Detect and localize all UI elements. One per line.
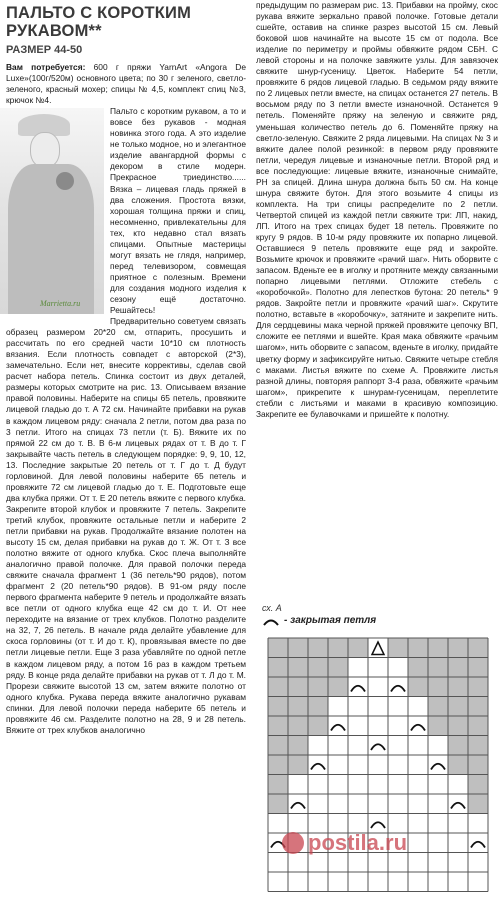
materials-paragraph — [6, 62, 246, 106]
closed-loop-symbol — [471, 842, 485, 848]
shaded-cell — [329, 678, 348, 697]
coat-shape — [8, 164, 94, 314]
shaded-cell — [469, 678, 488, 697]
shaded-cell — [409, 639, 428, 658]
shaded-cell — [449, 717, 468, 736]
shaded-cell — [269, 756, 288, 775]
shaded-cell — [409, 678, 428, 697]
shaded-cell — [449, 697, 468, 716]
closed-loop-symbol — [331, 725, 345, 731]
shaded-cell — [289, 658, 308, 677]
article-title — [6, 4, 246, 40]
shaded-cell — [309, 697, 328, 716]
shaded-cell — [289, 717, 308, 736]
shaded-cell — [429, 717, 448, 736]
shaded-cell — [269, 678, 288, 697]
shaded-cell — [309, 717, 328, 736]
shaded-cell — [469, 775, 488, 794]
chart-title: сх. А — [262, 603, 282, 613]
shaded-cell — [269, 717, 288, 736]
model-photo — [0, 108, 104, 314]
shaded-cell — [469, 697, 488, 716]
shaded-cell — [289, 697, 308, 716]
shaded-cell — [469, 756, 488, 775]
shaded-cell — [289, 736, 308, 755]
shaded-cell — [349, 639, 368, 658]
face-shape — [30, 132, 60, 168]
materials-text: 600 г пряжи YarnArt «Angora De Luxe»(100г/520м) основного цвета; по 30 г зеленого, светло-зеленого, красный мохер; спицы № 4,5, комплект спиц №3, крючок №4. — [6, 62, 246, 106]
photo-watermark: Marrietta.ru — [40, 299, 81, 309]
closed-loop-symbol — [351, 686, 365, 692]
shaded-cell — [449, 658, 468, 677]
site-watermark-text: postila.ru — [308, 830, 408, 855]
shaded-cell — [289, 678, 308, 697]
shaded-cell — [309, 678, 328, 697]
shaded-cell — [469, 736, 488, 755]
shaded-cell — [269, 697, 288, 716]
shaded-cell — [469, 717, 488, 736]
legend-text: - закрытая петля — [284, 615, 377, 626]
shaded-cell — [469, 658, 488, 677]
materials-label: Вам потребуется: — [6, 62, 86, 72]
closed-loop-icon — [262, 616, 280, 626]
shaded-cell — [429, 639, 448, 658]
title-line-1: ПАЛЬТО С КОРОТКИМ — [6, 4, 192, 22]
shaded-cell — [429, 697, 448, 716]
shaded-cell — [269, 658, 288, 677]
shaded-cell — [269, 795, 288, 814]
shaded-cell — [409, 658, 428, 677]
shaded-cell — [429, 658, 448, 677]
shaded-cell — [389, 639, 408, 658]
shaded-cell — [289, 756, 308, 775]
chart-legend — [262, 615, 498, 626]
shaded-cell — [309, 658, 328, 677]
site-logo-icon — [282, 832, 304, 854]
shaded-cell — [449, 639, 468, 658]
site-watermark — [282, 830, 407, 856]
shaded-cell — [269, 639, 288, 658]
shaded-cell — [269, 736, 288, 755]
instructions-right: предыдущим по размерам рис. 13. Прибавки на пройму, скос рукава вяжите зеркально правой полочке. Готовые детали сшейте, оставив на спинке разрез высотой 15 см. Левый боковой шов начинайте на высоте 15 см от подола. Все изделие по периметру и проймы обвяжите рядом СБН. С левой стороны и на полочке завяжите узлы. Для завязочек свяжите шнур-гусеницу. Цветок. Наберите 54 петли, провяжите 6 рядов лицевой гладью. В седьмом ряду вяжите по 2 лицевых петли вместе, на спицах останется 27 петель. В восьмом ряду по 3 петли вместе изнаночной. Останется 9 петель. Поменяйте пряжу на зеленую и свяжите ряд, уменьшая количество петель до 6. Поменяйте пряжу на светло-зеленую. Свяжите 2 ряда лицевыми. На спицах № 3 и вяжите далее полой резинкой: в первом ряду провяжите петли, чередуя лицевые и изнаночные петли. Второй ряд и все последующие: лицевые вяжите, изнаночные снимайте, РН за спицей. Длина шнура должна быть 50 см. На конце шнура свяжите бутон. Для этого возьмите 4 спицы из комплекта. На три спицы распределите по 2 петли. Четвертой спицей из каждой петли свяжите три: ЛП, накид, ЛП. Итого на трех спицах будет 18 петель. Провяжите по кругу 9 рядов. В 10-м ряду провяжите их попарно лицевой. Оставшиеся 9 петель провяжите еще ряд и закройте. Возьмите крючок и провяжите «рачий шаг». Нить оборвите с запасом. Вденьте ее в иголку и протяните между связанными попарно лицевыми петлями. Отложите стебель с «коробочкой». Полотно для лепестков бутона: 20 петель* 9 рядов. Закройте петли и провяжите «рачий шаг». Скрутите полотно, вставьте в «коробочку», затяните и закрепите нить. Для сердцевины мака черной пряжей провяжите цепочку ВП, сложите ее петлями и вшейте. Края мака обвяжите «рачьим шагом», нить оборвите с запасом, вденьте в иголку, придайте цветку форму и зафиксируйте нитью. Свяжите четыре стебля с маками. Листья вяжите по схеме А. Провяжите листья разной длины, повторяя раппорт 3-4 раза, обвяжите «рачьим шагом», прикрепите к шнурам-гусеницам, переплетите стебли с листьями и маками в красивую композицию. Закрепите ее булавочками и пришейте к полотну. — [256, 0, 498, 419]
shaded-cell — [269, 775, 288, 794]
closed-loop-symbol — [391, 686, 405, 692]
closed-loop-symbol — [431, 764, 445, 770]
shaded-cell — [329, 639, 348, 658]
triangle-symbol — [372, 642, 384, 655]
shaded-cell — [329, 658, 348, 677]
size-label: РАЗМЕР 44-50 — [6, 44, 83, 56]
shaded-cell — [309, 639, 328, 658]
intro-paragraph: Пальто с коротким рукавом, а то и вовсе без рукавов - модная новинка этого года. А это изделие не только модное, но и элегантное изделие авангардной формы с декором в стиле модерн. Прекрасное триединство...... Вязка – лицевая гладь пряжей в два сложения. Простота вязки, хорошая толщина пряжи и спиц, несомненно, привлекательны для тех, кто недавно стал вязать спицами. Опытные мастерицы могут вязать не глядя, например, перед телевизором, совмещая приятное с полезным. Времени для создания модного изделия к сезону ещё достаточно. Решайтесь! — [110, 106, 246, 316]
closed-loop-symbol — [371, 822, 385, 828]
left-column — [6, 4, 246, 736]
closed-loop-symbol — [371, 744, 385, 750]
closed-loop-symbol — [451, 803, 465, 809]
shaded-cell — [469, 795, 488, 814]
shaded-cell — [449, 678, 468, 697]
shaded-cell — [469, 639, 488, 658]
closed-loop-symbol — [291, 803, 305, 809]
shaded-cell — [429, 678, 448, 697]
closed-loop-symbol — [411, 725, 425, 731]
shaded-cell — [449, 756, 468, 775]
shaded-cell — [289, 639, 308, 658]
instructions-left: Предварительно советуем связать образец размером 20*20 см, отпарить, просушить и рассчитать по его средней части 10*10 см плотность вязания. Если плотность совпадет с авторской (2*3), замечательно. Если нет, внесите коррективы, сделав свой расчет набора петель. Спинка состоит из двух деталей, размеры которых смотрите на рис. 13. Описываем вязание правой половины. Наберите на спицы 65 петель, провяжите лицевой гладью до т. А 72 см. Начинайте прибавки на рукав в каждом лицевом ряду: сначала 2 петли, потом два раза по 3 петли. Итого на спицах 73 петли (т. Б). Вяжите их по прямой 22 см до т. В. В 6-м лицевых рядах от т. В до т. Г закрывайте часть петель в следующем порядке: 9, 9, 10, 12, 13. Последние закрытые 20 петель от т. Г до т. Д будут горловиной. Для левой половины наберите 65 петель и провяжите 72 см лицевой гладью до т. Е. Подготовьте еще два клубка пряжи. От т. Е 20 петель вяжите с первого клубка. Закрепите второй клубок и провяжите 7 петель. Закрепите третий клубок, провяжите остальные петли и наберите 2 петли прибавки на рукав. Продолжайте вязание полотен на высоту 15 см, делая прибавки на рукав до т. Ж. От т. З все полотно вяжите от одного клубка. Скос плеча выполняйте аналогично правой полочке. Для правой полочки переда свяжите сначала фрагмент 1 (36 петель*90 рядов), потом фрагмент 2 (20 петель*90 рядов). В 91-ом ряду после первого фрагмента наберите 9 петель и продолжайте вязать все петли от одного клубка еще 42 см до т. И. От нее переходите на вязание от трех клубков. Полотно разделите на 32, 7, 26 петель. В начале ряда делайте убавление для скоса горловины (от т. И до т. К), провязывая вместе по две петли лицевые петли. Еще 3 раза убавляйте по одной петле в каждом лицевом ряду, а потом 16 раз в каждом третьем ряду. В конце ряда делайте прибавки на рукав от т. Л до т. М. Прорези свяжите высотой 13 см, затем вяжите полотно от одного клубка. Рукава переда вяжите аналогично рукавам спинки. Для левой полочки переда наберите 65 петель и провяжите 46 см. Разделите полотно на 28, 9 и 28 петель. Вяжите от трех клубков аналогично — [6, 316, 246, 735]
closed-loop-symbol — [311, 764, 325, 770]
shaded-cell — [449, 736, 468, 755]
right-column — [256, 0, 498, 420]
intro-flow — [6, 106, 246, 316]
title-line-2: РУКАВОМ** — [6, 22, 102, 40]
